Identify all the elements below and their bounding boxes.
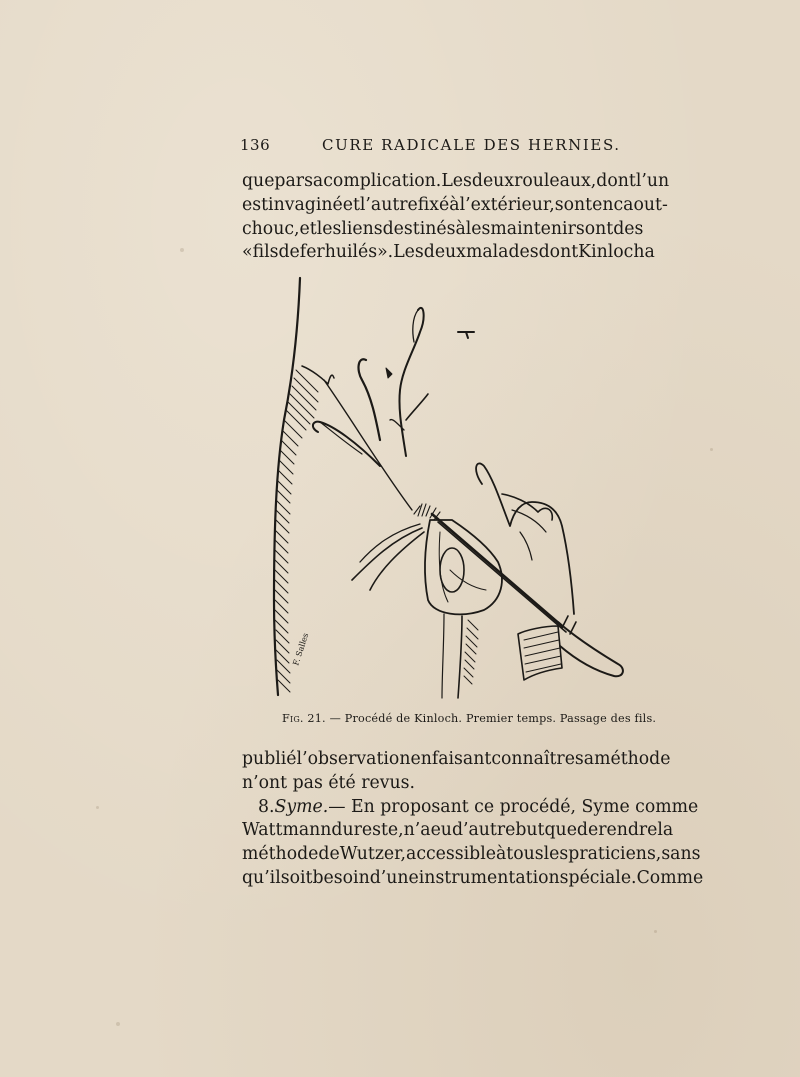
running-title: CURE RADICALE DES HERNIES. [322, 136, 621, 154]
text-line: est invaginé et l’autre fixé à l’extérieur, sont en caout- [242, 194, 668, 215]
bottom-paragraph [242, 748, 704, 891]
body-hatching [275, 370, 318, 692]
page-number: 136 [240, 136, 271, 154]
instrument-rod [432, 514, 562, 626]
text-line: qu’il soit besoin d’une instrumentation spéciale. Comme [242, 867, 704, 888]
text-line: n’ont pas été revus. [242, 772, 415, 793]
threads-left [352, 528, 422, 580]
text-line: que par sa complication. Les deux rouleaux, dont l’un [242, 171, 670, 191]
paper-spot [710, 448, 713, 451]
surgical-illustration [262, 270, 632, 702]
needle-loop-top [399, 308, 423, 456]
running-head [240, 136, 642, 158]
figure-caption [282, 712, 657, 725]
text-line: publié l’observation en faisant connaître sa méthode [242, 749, 671, 769]
paper-spot [116, 1022, 120, 1026]
small-mark [458, 332, 474, 338]
top-paragraph [242, 170, 670, 265]
needle-hook [359, 359, 380, 440]
text-line: chouc, et les liens destinés à les maintenir sont des [242, 218, 644, 239]
caption-text: — Procédé de Kinloch. Premier temps. Passage des fils. [329, 712, 657, 725]
thigh-lines [458, 616, 462, 698]
section-heading-line [242, 796, 699, 820]
section-name: Syme. [274, 796, 329, 817]
paper-spot [180, 248, 184, 252]
needle-loop-left [313, 422, 380, 466]
text-line: méthode de Wutzer, accessible à tous les praticiens, sans [242, 844, 701, 865]
text-line: Wattmann du reste, n’a eu d’autre but que de rendre la [242, 820, 674, 841]
paper-spot [96, 806, 99, 809]
caption-label: Fig. 21. [282, 712, 326, 725]
testis [440, 548, 464, 592]
text-line: « fils de fer huilés ». Les deux malades dont Kinloch a [242, 242, 655, 263]
illustrator-signature: F. Salles [291, 631, 311, 667]
paper-spot [654, 930, 657, 933]
instrument-handle [558, 622, 623, 676]
section-number: 8. [258, 796, 275, 817]
section-text: — En proposant ce procédé, Syme comme [328, 796, 699, 817]
figure-21 [262, 270, 632, 702]
